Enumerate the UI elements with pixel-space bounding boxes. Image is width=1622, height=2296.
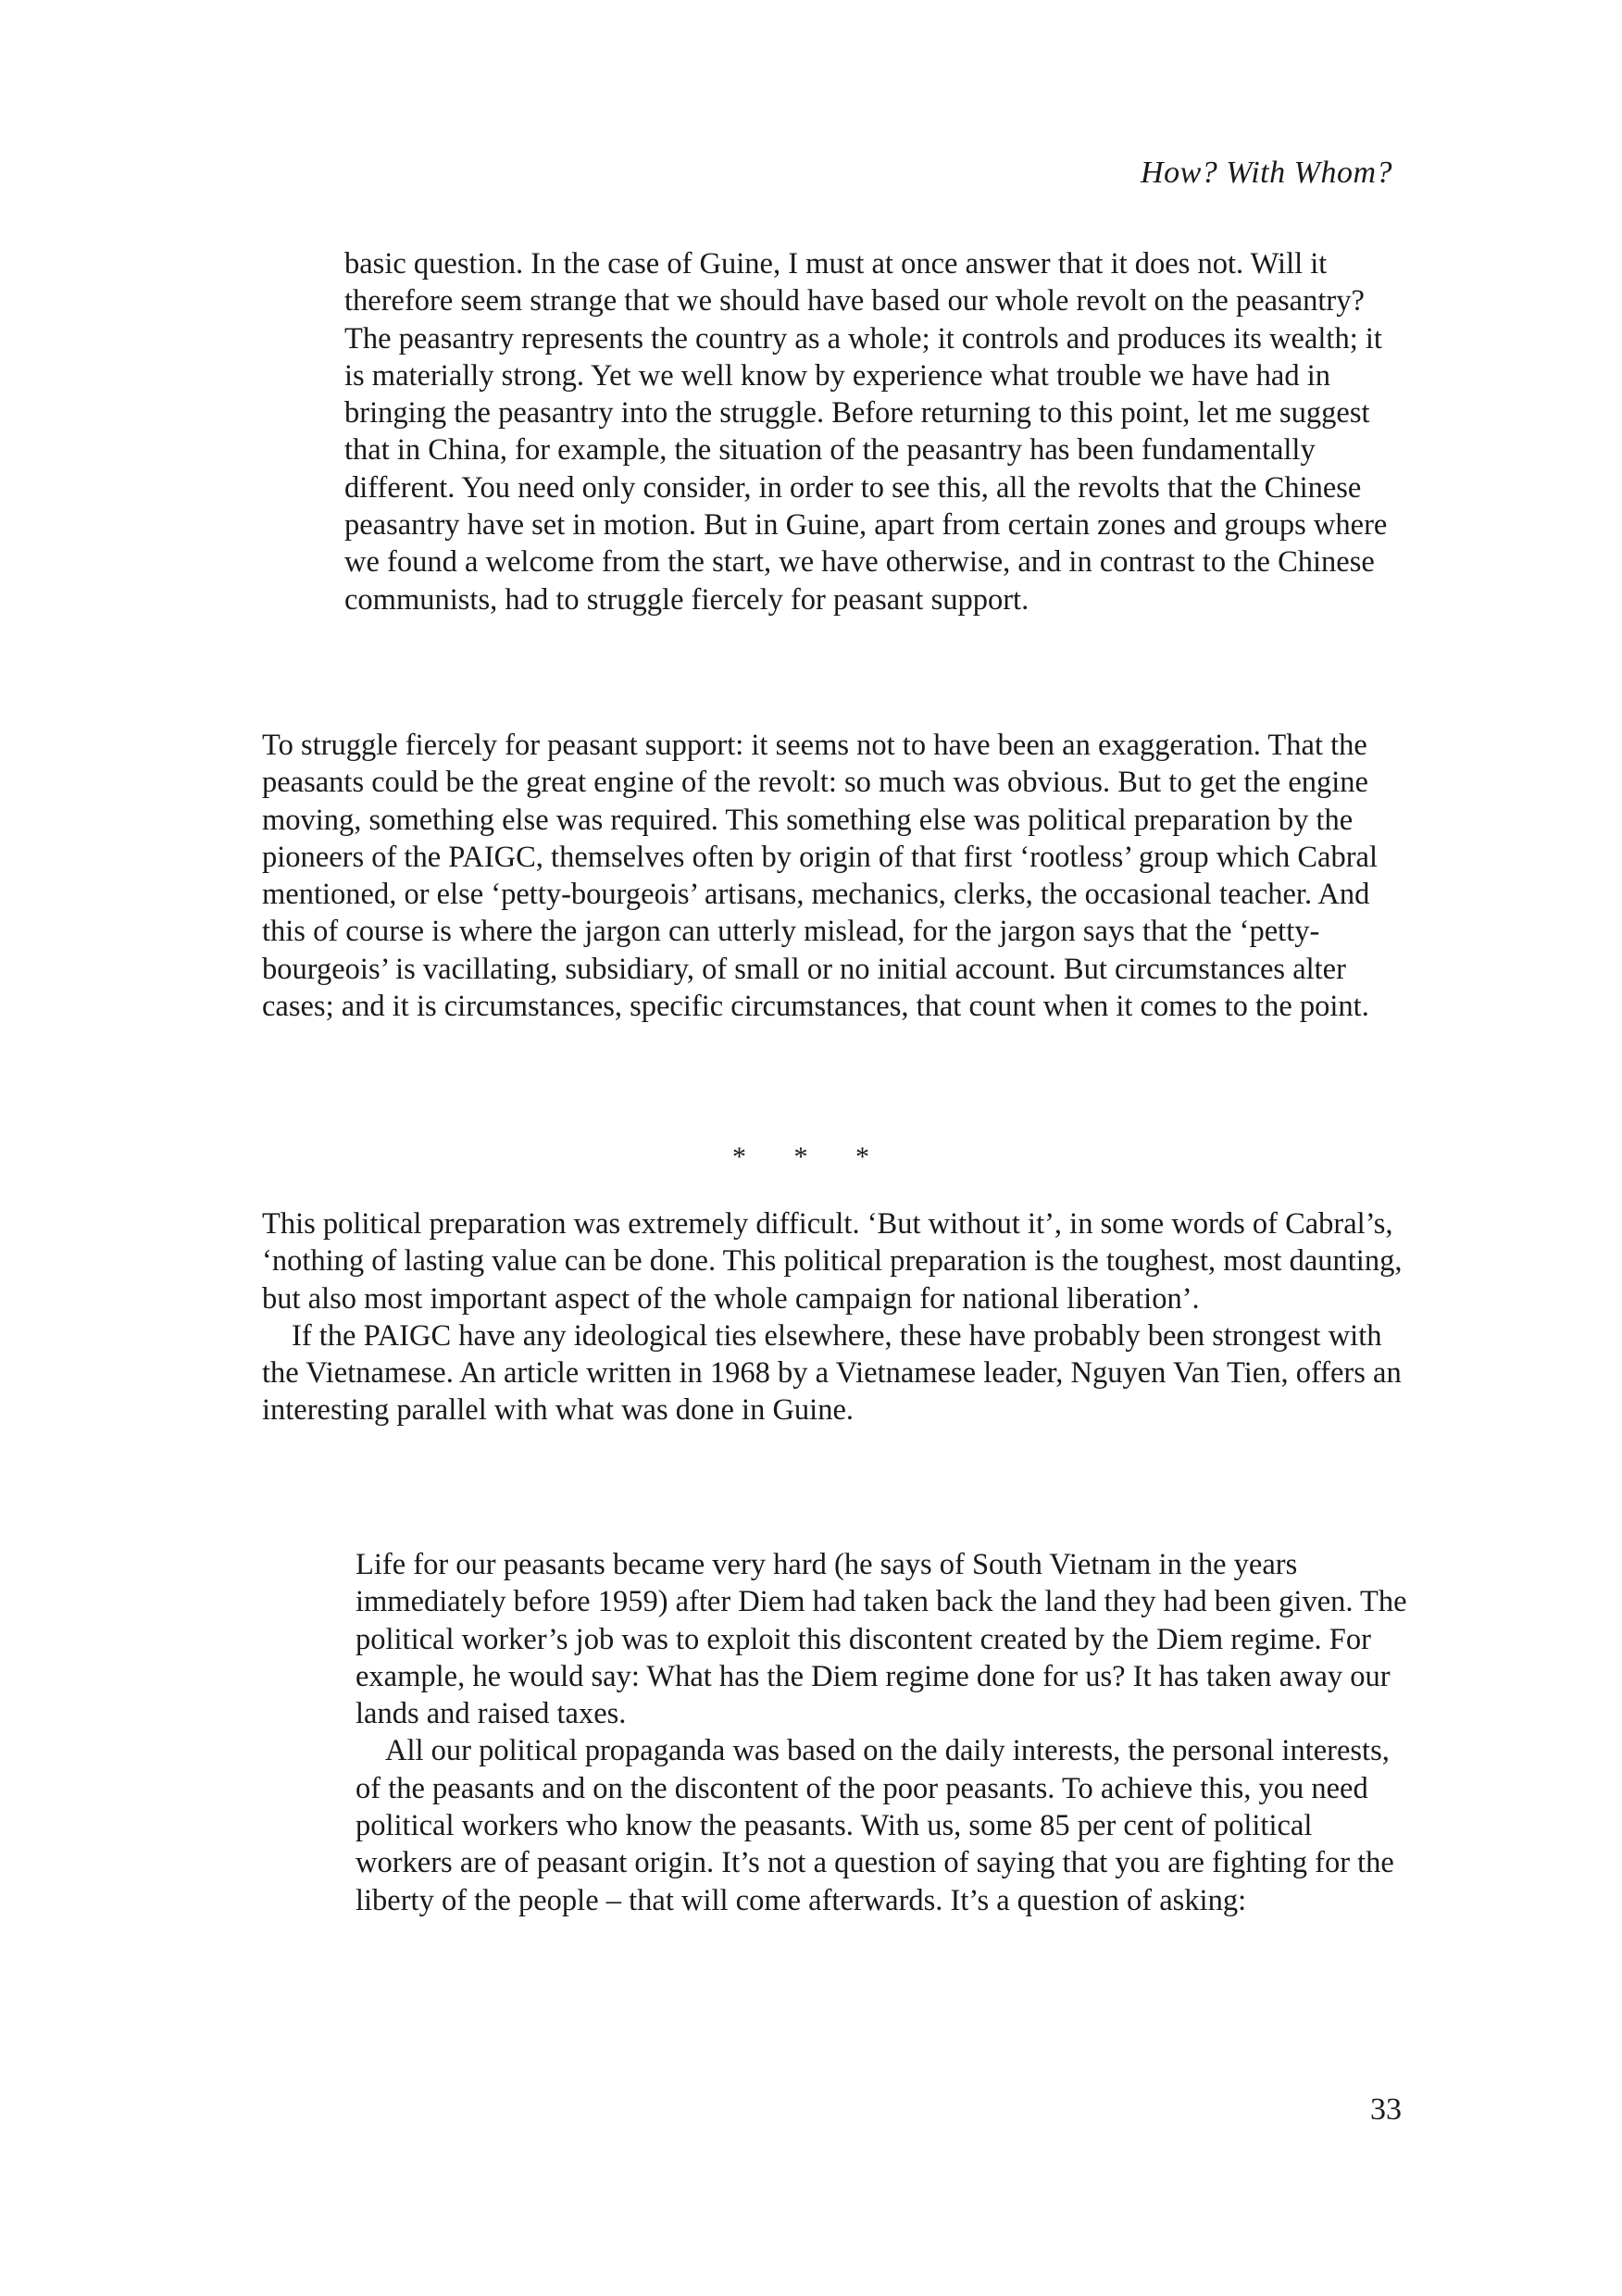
quote-block-1 (344, 245, 1409, 618)
body-section-3 (262, 1205, 1410, 1429)
page-number: 33 (1370, 2092, 1402, 2127)
running-head: How? With Whom? (1141, 156, 1392, 190)
paragraph-4: If the PAIGC have any ideological ties elsewhere, these have probably been strongest with the Vietnamese. An article written in 1968 by a Vietnamese leader, Nguyen Van Tien, offers an interesting parallel with what was done in Guine. (262, 1318, 1402, 1428)
quote-paragraph-1: Life for our peasants became very hard (he says of South Vietnam in the years immediately before 1959) after Diem had taken back the land they had been given. The political worker’s job was to exploit this discontent created by the Diem regime. For example, he would say: What has the Diem regime done for us? It has taken away our lands and raised taxes. (356, 1548, 1407, 1731)
body-paragraph-2 (262, 727, 1410, 1025)
paragraph-3: This political preparation was extremely difficult. ‘But without it’, in some words of Cabral’s, ‘nothing of lasting value can be done. This political preparation is the toughest, most daunting, but also most important aspect of the whole campaign for national liberation’. (262, 1207, 1403, 1316)
paragraph-text: To struggle fiercely for peasant support: it seems not to have been an exaggeration. That the peasants could be the great engine of the revolt: so much was obvious. But to get the engine moving, something else was required. This something else was political preparation by the pioneers of the PAIGC, themselves often by origin of that first ‘rootless’ group which Cabral mentioned, or else ‘petty-bourgeois’ artisans, mechanics, clerks, the occasional teacher. And this of course is where the jargon can utterly mislead, for the jargon says that the ‘petty-bourgeois’ is vacillating, subsidiary, of small or no initial account. But circumstances alter cases; and it is circumstances, specific circumstances, that count when it comes to the point. (262, 729, 1378, 1024)
section-break: * * * (732, 1142, 890, 1172)
quote-paragraph-2: All our political propaganda was based on the daily interests, the personal interests, of the peasants and on the discontent of the poor peasants. To achieve this, you need political workers who know the peasants. With us, some 85 per cent of political workers are of peasant origin. It’s not a question of saying that you are fighting for the liberty of the people – that will come afterwards. It’s a question of asking: (356, 1734, 1394, 1917)
quote-paragraph: basic question. In the case of Guine, I must at once answer that it does not. Will it therefore seem strange that we should have based our whole revolt on the peasantry? The peasantry represents the country as a whole; it controls and produces its wealth; it is materially strong. Yet we well know by experience what trouble we have had in bringing the peasantry into the struggle. Before returning to this point, let me suggest that in China, for example, the situation of the peasantry has been fundamentally different. You need only consider, in order to see this, all the revolts that the Chinese peasantry have set in motion. But in Guine, apart from certain zones and groups where we found a welcome from the start, we have otherwise, and in contrast to the Chinese communists, had to struggle fiercely for peasant support. (344, 247, 1388, 617)
quote-block-2 (356, 1546, 1411, 1919)
